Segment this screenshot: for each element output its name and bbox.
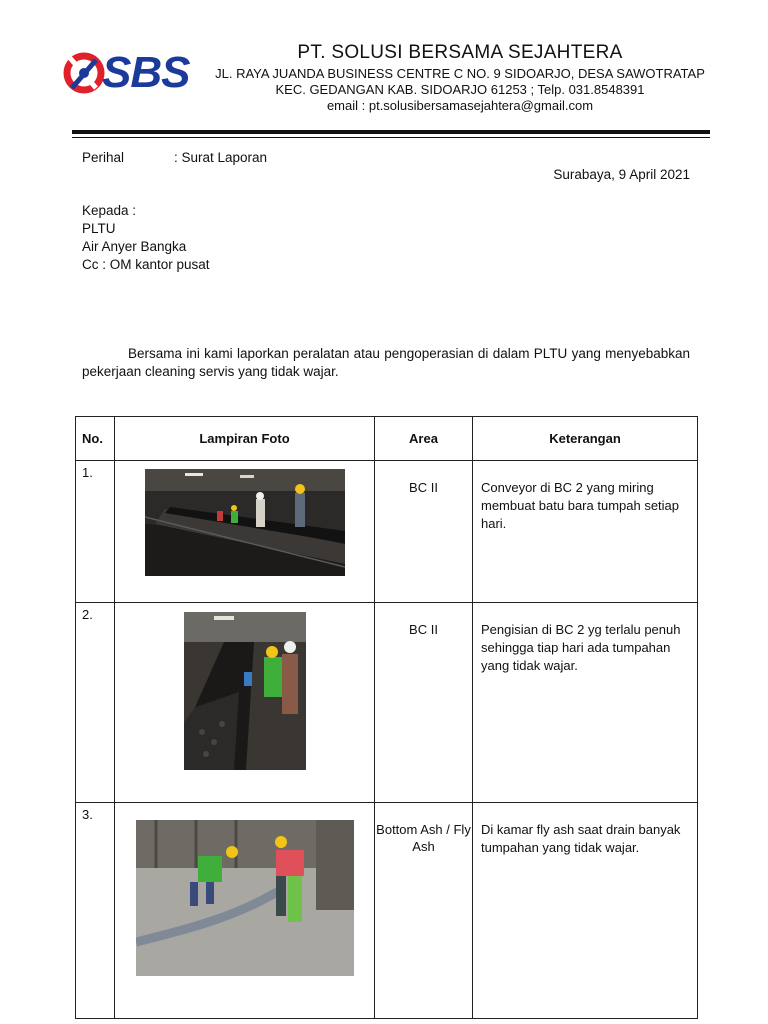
company-name: PT. SOLUSI BERSAMA SEJAHTERA [297, 42, 623, 63]
perihal-label: Perihal [82, 150, 125, 165]
photo-cell [115, 461, 375, 603]
header-area: Area [375, 417, 473, 461]
area-cell: Bottom Ash / Fly Ash [375, 803, 473, 1019]
header-divider-thick [72, 130, 710, 134]
row-number: 2. [76, 603, 115, 803]
table-row [76, 603, 698, 803]
header-no: No. [76, 417, 115, 461]
body-paragraph: Bersama ini kami laporkan peralatan atau pengoperasian di dalam PLTU yang menyebabkan pekerjaan cleaning servis yang tidak wajar. [82, 346, 690, 379]
table-row [76, 803, 698, 1019]
address-line-1: JL. RAYA JUANDA BUSINESS CENTRE C NO. 9 SIDOARJO, DESA SAWOTRATAP [215, 66, 705, 81]
recipient-line-1: PLTU [82, 221, 116, 236]
photo-cell [115, 803, 375, 1019]
recipient-block [82, 202, 210, 274]
table-row [76, 461, 698, 603]
row-number: 3. [76, 803, 115, 1019]
company-logo [62, 44, 190, 106]
header-photo: Lampiran Foto [115, 417, 375, 461]
recipient-line-2: Air Anyer Bangka [82, 239, 187, 254]
row-number: 1. [76, 461, 115, 603]
keterangan-cell: Pengisian di BC 2 yg terlalu penuh sehingga tiap hari ada tumpahan yang tidak wajar. [473, 603, 698, 803]
photo-cell [115, 603, 375, 803]
address-line-2: KEC. GEDANGAN KAB. SIDOARJO 61253 ; Telp. 031.8548391 [275, 82, 645, 97]
letter-date: Surabaya, 9 April 2021 [553, 167, 690, 182]
keterangan-cell: Conveyor di BC 2 yang miring membuat batu bara tumpah setiap hari. [473, 461, 698, 603]
report-table [75, 416, 698, 1019]
table-header-row [76, 417, 698, 461]
email-line: email : pt.solusibersamasejahtera@gmail.com [326, 98, 594, 113]
cc-line: Cc : OM kantor pusat [82, 257, 210, 272]
perihal-value: : Surat Laporan [174, 150, 268, 165]
conveyor-belt-workers-photo [145, 469, 345, 576]
sbs-emblem-icon [62, 48, 106, 98]
fly-ash-room-workers-photo [136, 820, 354, 976]
coal-filled-conveyor-photo [184, 612, 306, 770]
logo-text: SBS [102, 48, 190, 97]
kepada-label: Kepada : [82, 203, 137, 218]
header-keterangan: Keterangan [473, 417, 698, 461]
area-cell: BC II [375, 461, 473, 603]
header-divider-thin [72, 137, 710, 138]
keterangan-cell: Di kamar fly ash saat drain banyak tumpahan yang tidak wajar. [473, 803, 698, 1019]
area-cell: BC II [375, 603, 473, 803]
